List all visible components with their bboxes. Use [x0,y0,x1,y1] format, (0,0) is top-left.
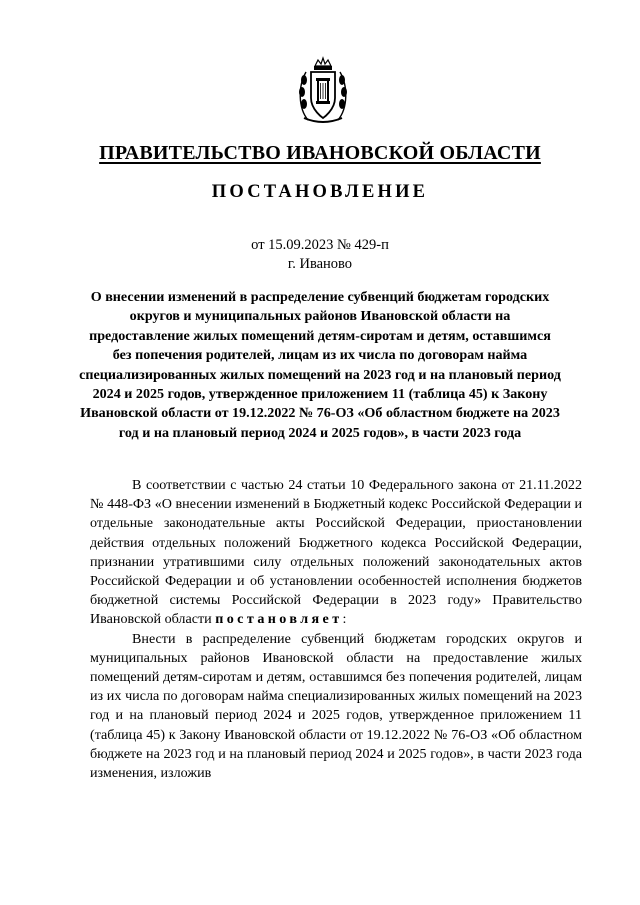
preamble-paragraph [90,476,582,630]
city-line: г. Иваново [287,256,353,272]
document-body [90,476,582,783]
resolves-colon: : [342,611,347,628]
item-1-paragraph: Внести в распределение субвенций бюджетам городских округов и муниципальных районов Ивановской области на предоставление жилых помещений детям-сиротам и детям, оставшимся без попечения родителей, лицам из их числа по договорам найма специализированных жилых помещений на 2023 год и на плановый период 2024 и 2025 годов, утвержденное приложением 11 (таблица 45) к Закону Ивановской области от 19.12.2022 № 76-ОЗ «Об областном бюджете на 2023 год и на плановый период 2024 и 2025 годов», в части 2023 года изменения, изложив [90,630,582,782]
date-number-line: от 15.09.2023 № 429-п [251,237,389,253]
preamble-text: В соответствии с частью 24 статьи 10 Федерального закона от 21.11.2022 № 448-ФЗ «О внесении изменений в Бюджетный кодекс Российской Федерации и отдельные законодательные акты Российской Федерации, приостановлении действия отдельных положений Бюджетного кодекса Российской Федерации, признании утратившими силу отдельных положений законодательных актов Российской Федерации и об установлении особенностей исполнения бюджетов бюджетной системы Российской Федерации в 2023 году» Правительство Ивановской области [90,477,582,628]
government-title: ПРАВИТЕЛЬСТВО ИВАНОВСКОЙ ОБЛАСТИ [99,142,541,164]
document-type: ПОСТАНОВЛЕНИЕ [211,182,429,202]
resolves-word: постановляет [215,611,343,628]
coat-of-arms-icon [296,56,350,126]
document-subject: О внесении изменений в распределение субвенций бюджетам городских округов и муниципальных районов Ивановской области на предоставление жилых помещений детям-сиротам и детям, оставшимся без попечения родителей, лицам из их числа по договорам найма специализированных жилых помещений на 2023 год и на плановый период 2024 и 2025 годов, утвержденное приложением 11 (таблица 45) к Закону Ивановской области от 19.12.2022 № 76-ОЗ «Об областном бюджете на 2023 год и на плановый период 2024 и 2025 годов», в части 2023 года [79,289,561,441]
